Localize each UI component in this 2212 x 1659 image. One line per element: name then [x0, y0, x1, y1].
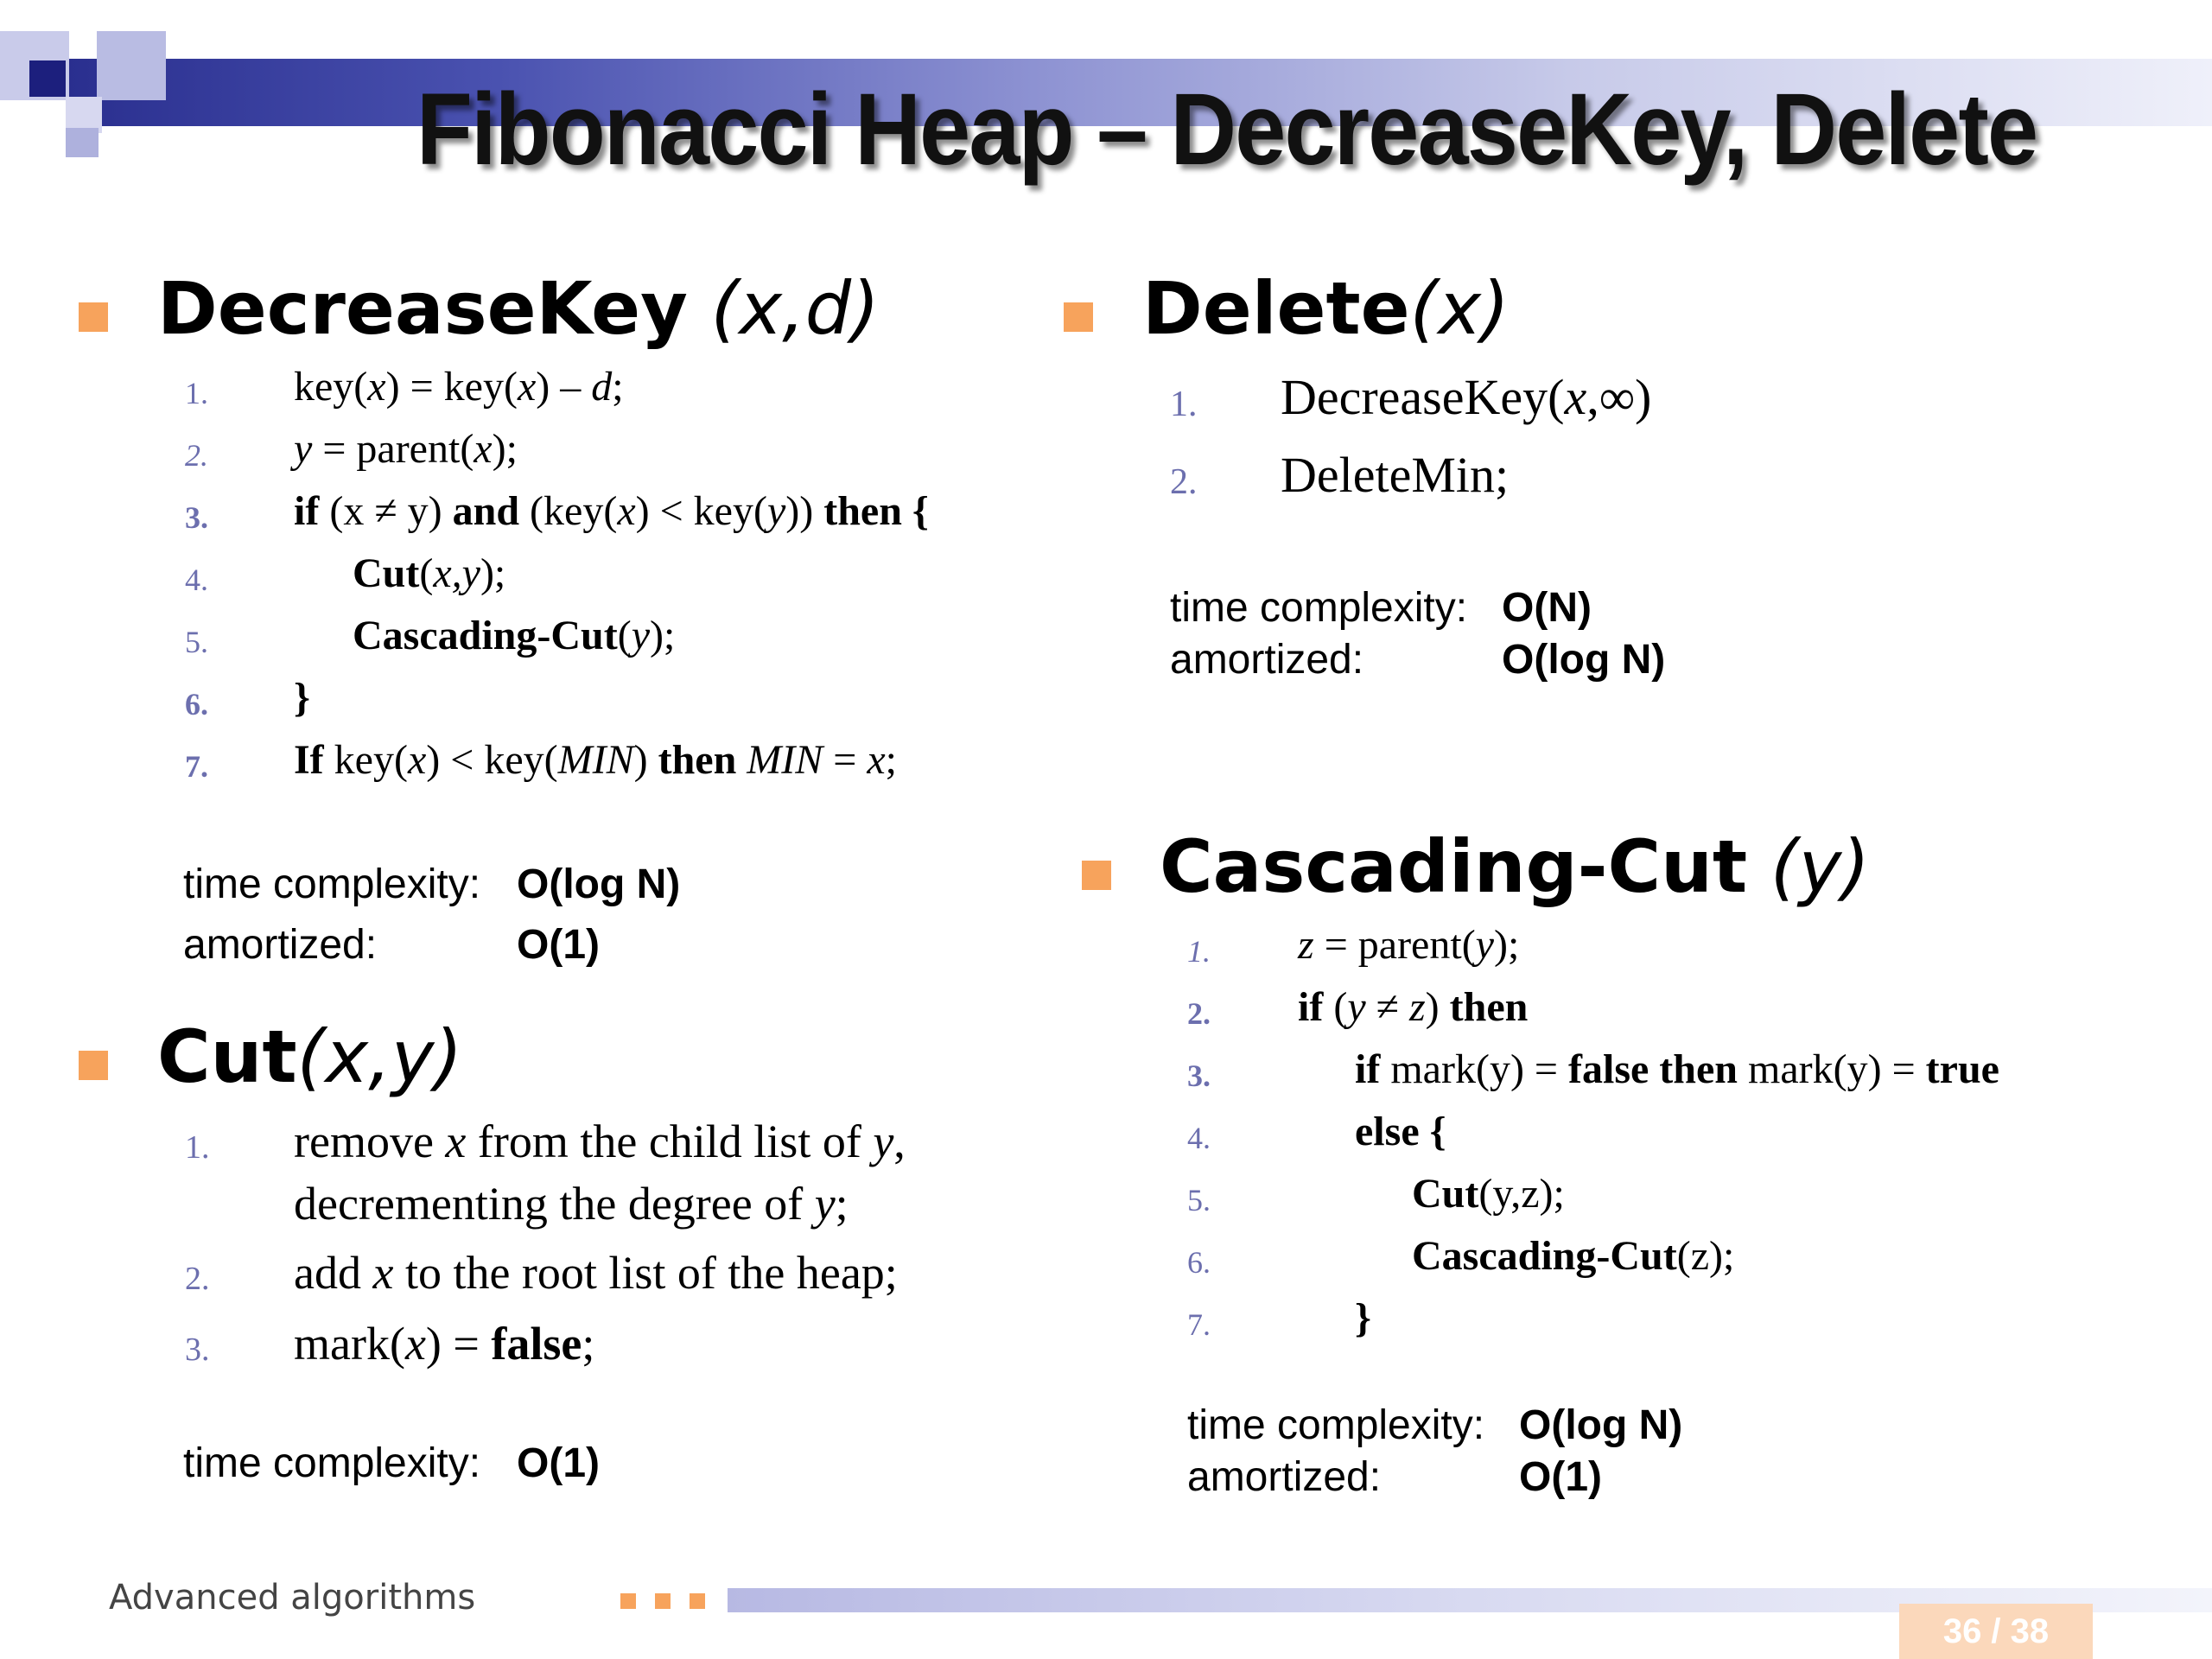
cut-line-1: remove x from the child list of y,: [294, 1116, 906, 1167]
decreasekey-line-1: key(x) = key(x) – d;: [294, 364, 624, 410]
delete-heading: [1142, 266, 1510, 351]
bullet-icon: [1082, 861, 1111, 890]
line-number: 3.: [185, 1332, 210, 1368]
cut-line-3: mark(x) = false;: [294, 1318, 595, 1370]
time-complexity-value: O(log N): [517, 861, 681, 907]
line-number: 7.: [185, 749, 208, 784]
decreasekey-line-3: if (x ≠ y) and (key(x) < key(y)) then {: [294, 488, 929, 534]
footer-dot-icon: [655, 1593, 671, 1609]
time-complexity-label: time complexity:: [1187, 1402, 1485, 1448]
bullet-icon: [79, 1051, 108, 1080]
logo-square: [97, 31, 166, 100]
decreasekey-line-2: y = parent(x);: [294, 426, 518, 472]
cascading-line-3: if mark(y) = false then mark(y) = true: [1355, 1046, 1999, 1092]
cascading-line-2: if (y ≠ z) then: [1298, 984, 1529, 1030]
decreasekey-line-7: If key(x) < key(MIN) then MIN = x;: [294, 737, 897, 783]
logo-square: [29, 60, 66, 97]
logo-square: [66, 128, 99, 157]
cascading-cut-name: Cascading-Cut: [1160, 824, 1748, 909]
amortized-value: O(1): [517, 922, 600, 968]
cascading-line-7: }: [1355, 1295, 1371, 1341]
footer-dot-icon: [690, 1593, 705, 1609]
time-complexity-value: O(log N): [1519, 1402, 1683, 1448]
footer-title: Advanced algorithms: [109, 1578, 476, 1618]
amortized-value: O(log N): [1502, 637, 1666, 683]
bullet-icon: [79, 302, 108, 332]
line-number: 1.: [185, 376, 208, 410]
line-number: 1.: [1187, 934, 1211, 969]
time-complexity-label: time complexity:: [183, 1440, 481, 1486]
decreasekey-line-4: Cut(x,y);: [353, 550, 506, 596]
line-number: 4.: [1187, 1121, 1211, 1155]
time-complexity-value: O(N): [1502, 585, 1592, 631]
cascading-line-1: z = parent(y);: [1298, 922, 1520, 968]
line-number: 3.: [185, 500, 208, 535]
line-number: 2.: [1187, 996, 1211, 1031]
line-number: 2.: [185, 438, 208, 473]
cascading-line-4: else {: [1355, 1109, 1446, 1154]
line-number: 2.: [1170, 462, 1198, 502]
time-complexity-label: time complexity:: [183, 861, 481, 907]
bullet-icon: [1064, 302, 1093, 332]
line-number: 6.: [185, 687, 208, 721]
amortized-label: amortized:: [183, 922, 378, 968]
cut-args: (x,y): [296, 1014, 463, 1099]
line-number: 1.: [185, 1129, 210, 1166]
decreasekey-line-5: Cascading-Cut(y);: [353, 613, 676, 658]
delete-name: Delete: [1142, 266, 1410, 351]
line-number: 2.: [185, 1261, 210, 1297]
cut-line-2: add x to the root list of the heap;: [294, 1247, 898, 1299]
amortized-label: amortized:: [1187, 1454, 1382, 1500]
line-number: 6.: [1187, 1245, 1211, 1280]
decreasekey-line-6: }: [294, 675, 310, 721]
page-number: 36 / 38: [1942, 1612, 2050, 1650]
line-number: 7.: [1187, 1307, 1211, 1342]
decreasekey-name: DecreaseKey: [157, 266, 688, 351]
delete-line-2: DeleteMin;: [1281, 447, 1510, 503]
decreasekey-heading: [157, 266, 880, 351]
amortized-label: amortized:: [1170, 637, 1364, 683]
line-number: 4.: [185, 563, 208, 597]
cascading-line-5: Cut(y,z);: [1412, 1171, 1565, 1217]
decreasekey-args: (x,d): [710, 266, 880, 351]
footer-dot-icon: [620, 1593, 636, 1609]
line-number: 1.: [1170, 385, 1198, 424]
time-complexity-value: O(1): [517, 1440, 600, 1486]
cut-name: Cut: [157, 1014, 297, 1099]
cascading-line-6: Cascading-Cut(z);: [1412, 1233, 1735, 1279]
time-complexity-label: time complexity:: [1170, 585, 1468, 631]
cut-line-1-continued: decrementing the degree of y;: [294, 1178, 849, 1230]
page-title: Fibonacci Heap – DecreaseKey, Delete: [416, 73, 2037, 187]
amortized-value: O(1): [1519, 1454, 1602, 1500]
cut-heading: [157, 1014, 462, 1099]
cascading-cut-heading: [1160, 824, 1870, 909]
line-number: 5.: [1187, 1183, 1211, 1217]
cascading-cut-args: (y): [1770, 824, 1871, 909]
delete-args: (x): [1409, 266, 1510, 351]
line-number: 5.: [185, 625, 208, 659]
line-number: 3.: [1187, 1058, 1211, 1093]
delete-line-1: DecreaseKey(x,∞): [1281, 369, 1652, 425]
